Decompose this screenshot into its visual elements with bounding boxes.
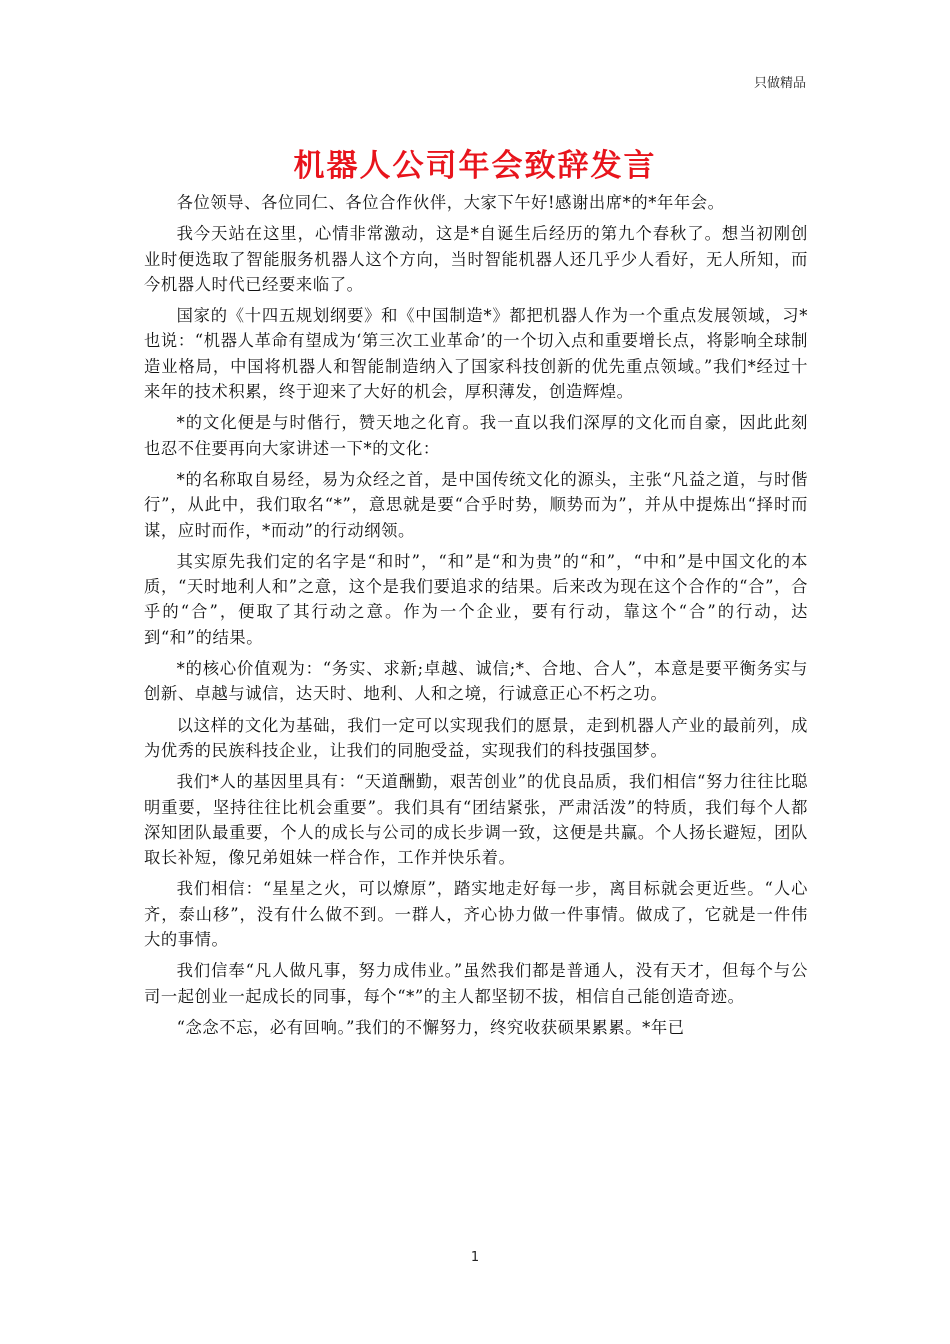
paragraph: “念念不忘，必有回响。”我们的不懈努力，终究收获硕果累累。*年已 xyxy=(176,1017,685,1037)
document-body xyxy=(144,190,808,1046)
paragraph: 其实原先我们定的名字是“和时”，“和”是“和为贵”的“和”，“中和”是中国文化的本质，“天时地利人和”之意，这个是我们要追求的结果。后来改为现在这个合作的“合”，合乎的“合”，便取了其行动之意。作为一个企业，要有行动，靠这个“合”的行动，达到“和”的结果。 xyxy=(144,551,808,647)
header-mark: 只做精品 xyxy=(753,76,806,91)
paragraph: 以这样的文化为基础，我们一定可以实现我们的愿景，走到机器人产业的最前列，成为优秀的民族科技企业，让我们的同胞受益，实现我们的科技强国梦。 xyxy=(144,715,808,760)
paragraph: 各位领导、各位同仁、各位合作伙伴，大家下午好!感谢出席*的*年年会。 xyxy=(176,193,725,212)
paragraph: 国家的《十四五规划纲要》和《中国制造*》都把机器人作为一个重点发展领域，习*也说：“机器人革命有望成为‘第三次工业革命’的一个切入点和重要增长点，将影响全球制造业格局，中国将机器人和智能制造纳入了国家科技创新的优先重点领域。”我们*经过十来年的技术积累，终于迎来了大好的机会，厚积薄发，创造辉煌。 xyxy=(144,306,808,402)
document-title: 机器人公司年会致辞发言 xyxy=(293,148,657,184)
paragraph: *的核心价值观为：“务实、求新;卓越、诚信;*、合地、合人”，本意是要平衡务实与创新、卓越与诚信，达天时、地利、人和之境，行诚意正心不朽之功。 xyxy=(144,659,808,704)
paragraph: *的文化便是与时偕行，赞天地之化育。我一直以我们深厚的文化而自豪，因此此刻也忍不住要再向大家讲述一下*的文化： xyxy=(144,413,808,458)
paragraph: 我今天站在这里，心情非常激动，这是*自诞生后经历的第九个春秋了。想当初刚创业时便选取了智能服务机器人这个方向，当时智能机器人还几乎少人看好，无人所知，而今机器人时代已经要来临了。 xyxy=(144,224,808,294)
paragraph: 我们信奉“凡人做凡事，努力成伟业。”虽然我们都是普通人，没有天才，但每个与公司一起创业一起成长的同事，每个“*”的主人都坚韧不拔，相信自己能创造奇迹。 xyxy=(144,961,808,1006)
paragraph: 我们相信：“星星之火，可以燎原”，踏实地走好每一步，离目标就会更近些。“人心齐，泰山移”，没有什么做不到。一群人，齐心协力做一件事情。做成了，它就是一件伟大的事情。 xyxy=(144,879,808,950)
paragraph: 我们*人的基因里具有：“天道酬勤，艰苦创业”的优良品质，我们相信“努力往往比聪明重要，坚持往往比机会重要”。我们具有“团结紧张，严肃活泼”的特质，我们每个人都深知团队最重要，个人的成长与公司的成长步调一致，这便是共赢。个人扬长避短，团队取长补短，像兄弟姐妹一样合作，工作并快乐着。 xyxy=(144,772,808,868)
paragraph: *的名称取自易经，易为众经之首，是中国传统文化的源头，主张“凡益之道，与时偕行”，从此中，我们取名“*”，意思就是要“合乎时势，顺势而为”，并从中提炼出“择时而谋，应时而作，*而动”的行动纲领。 xyxy=(144,469,808,540)
page-number: 1 xyxy=(470,1250,480,1265)
